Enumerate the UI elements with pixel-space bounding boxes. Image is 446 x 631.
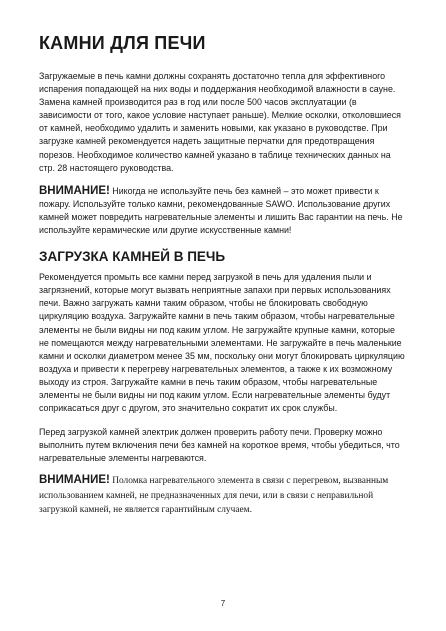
warning-text: Поломка нагревательного элемента в связи с перегревом, вызванным использованием камней, не предназначенных для печи, или в связи с неправильной загрузкой камней, не является гарантийным случаем.	[39, 476, 389, 515]
section-heading-loading: ЗАГРУЗКА КАМНЕЙ В ПЕЧЬ	[39, 249, 226, 265]
loading-paragraph: Рекомендуется промыть все камни перед загрузкой в печь для удаления пыли и загрязнений, которые могут вызвать неприятные запахи при первых использованиях печи. Важно загружать камни таким образом, чтобы не блокировать свободную циркуляцию воздуха. Загружайте камни в печь таким образом, чтобы нагревательные элементы не были видны ни под каким углом. Не загружайте крупные камни, которые не помещаются между нагревательными элементами. Не загружайте в печь маленькие камни и осколки диаметром менее 35 мм, поскольку они могут блокировать циркуляцию воздуха и привести к перегреву нагревательных элементов, а также к их возможному выходу из строя. Загружайте камни в печь таким образом, чтобы нагревательные элементы не были видны ни под каким углом. Если нагревательные элементы будут соприкасаться друг с другом, это значительно сократит их срок службы.	[39, 272, 405, 414]
intro-paragraph: Загружаемые в печь камни должны сохранять достаточно тепла для эффективного испарения попадающей на них воды и поддержания необходимой влажности в сауне. Замена камней производится раз в год или после 500 часов эксплуатации (в зависимости от того, какое условие наступает раньше). Мелкие осколки, отколовшиеся от камней, необходимо удалить и заменить новыми, как указано в руководстве. При загрузке камней рекомендуется надеть защитные перчатки для предотвращения порезов. Необходимое количество камней указано в таблице технических данных на стр. 28 настоящего руководства.	[39, 71, 401, 173]
page-number: 7	[220, 599, 226, 608]
warning-no-stones	[39, 185, 407, 237]
check-paragraph: Перед загрузкой камней электрик должен проверить работу печи. Проверку можно выполнить путем включения печи без камней на короткое время, чтобы убедиться, что нагревательные элементы нагреваются.	[39, 427, 400, 464]
warning-text: Никогда не используйте печь без камней – это может привести к пожару. Используйте только камни, рекомендованные SAWO. Использование других камней может повредить нагревательные элементы и лишить Вас гарантии на печь. Не используйте керамические или другие искусственные камни!	[39, 185, 403, 236]
page-title: КАМНИ ДЛЯ ПЕЧИ	[39, 33, 206, 53]
warning-label: ВНИМАНИЕ!	[39, 184, 110, 197]
warning-overheat	[39, 474, 407, 516]
warning-label: ВНИМАНИЕ!	[39, 474, 110, 487]
